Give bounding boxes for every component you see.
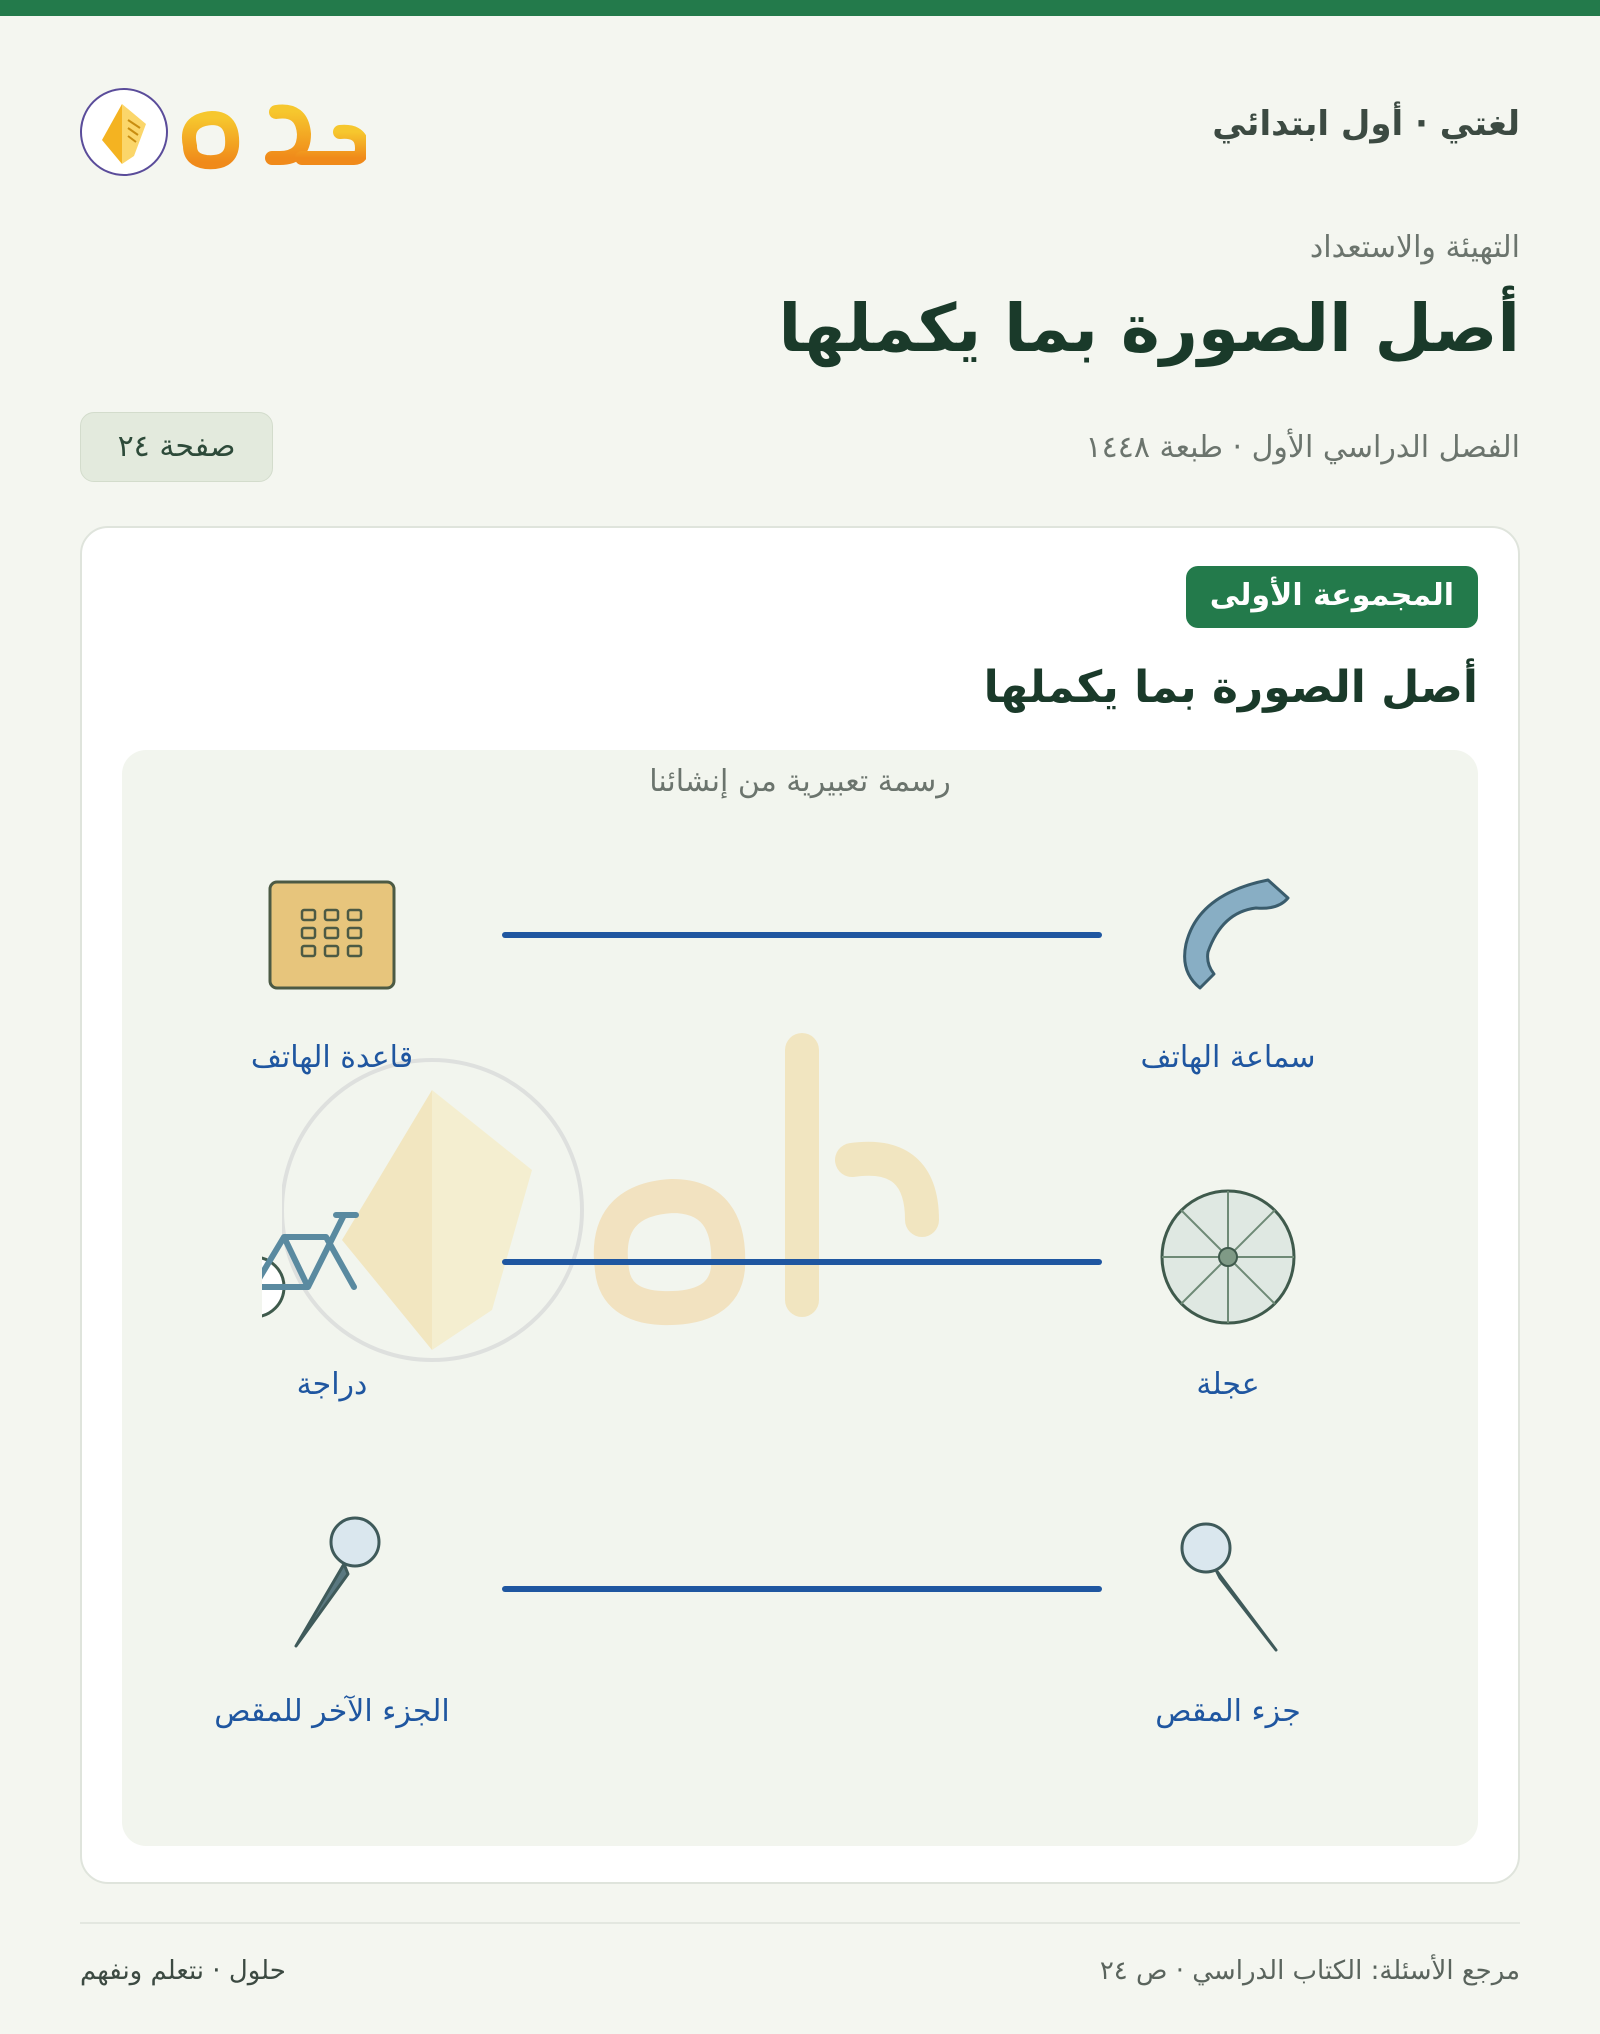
match-connector-line [502,932,1102,938]
lesson-kicker: التهيئة والاستعداد [1309,230,1520,265]
match-label-wheel: عجلة [1196,1367,1260,1402]
illustration-caption: رسمة تعبيرية من إنشائنا [649,764,951,799]
footer-divider [80,1922,1520,1924]
match-connector-line [502,1259,1102,1265]
match-item-phone-handset[interactable] [1068,850,1388,1150]
page-header [80,60,1520,190]
exercise-card [80,526,1520,1884]
match-row-1 [122,850,1478,1150]
matching-illustration [122,750,1478,1846]
match-item-wheel[interactable] [1068,1177,1388,1477]
match-label-scissors-other-half: الجزء الآخر للمقص [214,1694,450,1729]
page-title: أصل الصورة بما يكملها [778,290,1520,367]
logo-book-icon [80,88,168,176]
match-item-scissors-other-half[interactable] [172,1504,492,1804]
match-item-phone-base[interactable] [172,850,492,1150]
scissors-other-half-icon [262,1514,402,1654]
exercise-title: أصل الصورة بما يكملها [983,662,1478,713]
site-logo[interactable] [80,60,380,190]
match-label-bicycle: دراجة [296,1367,368,1402]
footer-brand[interactable]: حلول · نتعلم ونفهم [80,1956,286,1986]
match-label-phone-handset: سماعة الهاتف [1140,1040,1316,1075]
subject-title: لغتي · أول ابتدائي [1212,104,1520,144]
match-connector-line [502,1586,1102,1592]
footer-reference: مرجع الأسئلة: الكتاب الدراسي · ص ٢٤ [1099,1956,1520,1986]
phone-base-icon [262,860,402,1000]
match-row-2 [122,1177,1478,1477]
bicycle-icon [262,1187,402,1327]
lesson-meta: الفصل الدراسي الأول · طبعة ١٤٤٨ [1085,430,1520,465]
match-item-bicycle[interactable] [172,1177,492,1477]
logo-wordmark [176,60,366,190]
top-accent-bar [0,0,1600,16]
match-label-scissors-half: جزء المقص [1155,1694,1301,1729]
group-badge: المجموعة الأولى [1186,566,1478,628]
match-item-scissors-half[interactable] [1068,1504,1388,1804]
phone-handset-icon [1158,860,1298,1000]
match-row-3 [122,1504,1478,1804]
page-number-badge: صفحة ٢٤ [80,412,273,482]
match-label-phone-base: قاعدة الهاتف [250,1040,414,1075]
wheel-icon [1158,1187,1298,1327]
scissors-half-icon [1158,1514,1298,1654]
